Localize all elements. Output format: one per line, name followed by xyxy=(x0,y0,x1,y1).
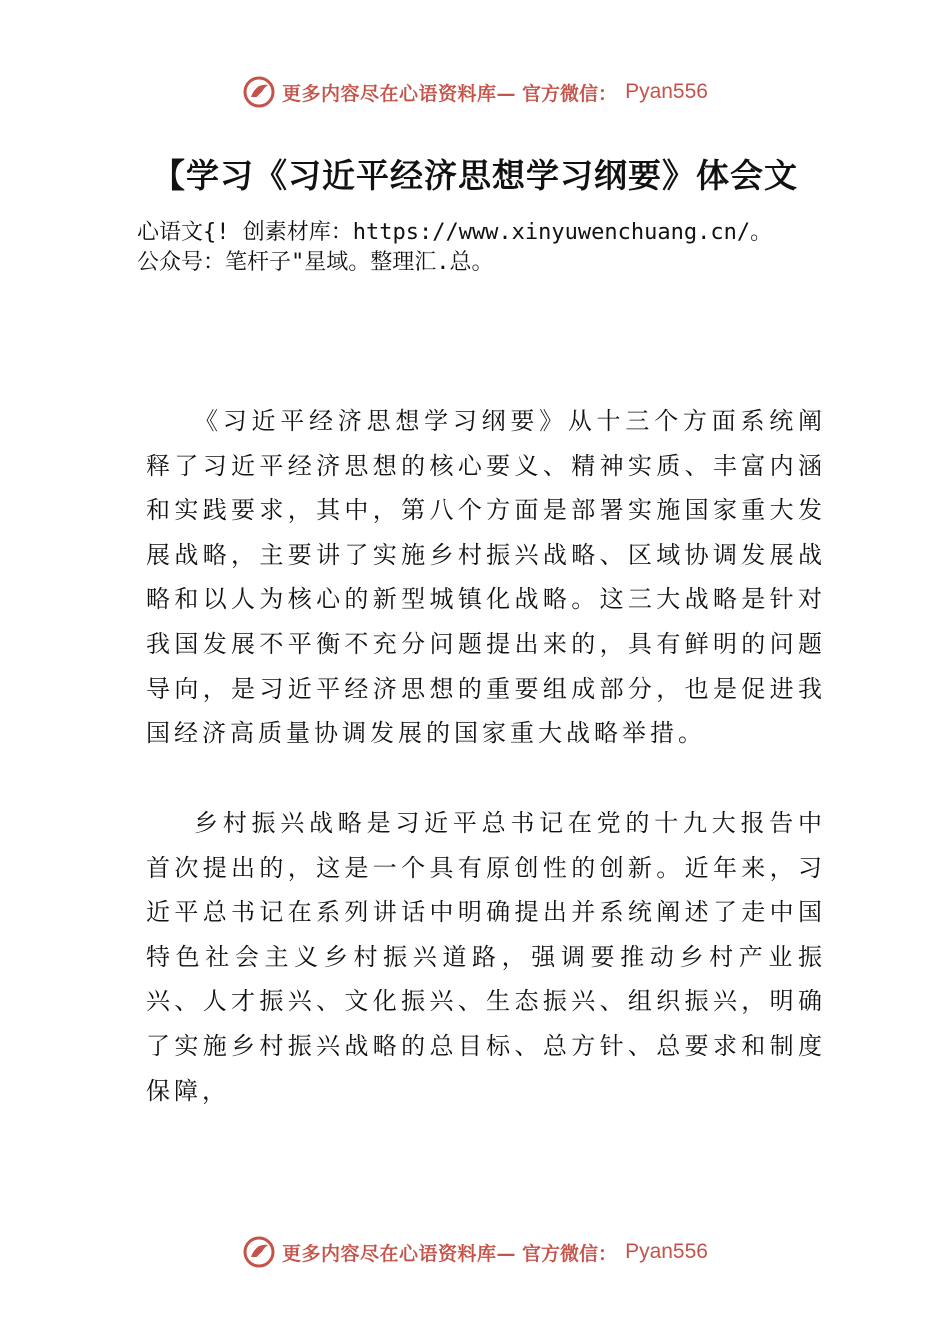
body-paragraph: 《习近平经济思想学习纲要》从十三个方面系统阐释了习近平经济思想的核心要义、精神实质、丰富内涵和实践要求，其中，第八个方面是部署实施国家重大发展战略，主要讲了实施乡村振兴战略、区域协调发展战略和以人为核心的新型城镇化战略。这三大战略是针对我国发展不平衡不充分问题提出来的，具有鲜明的问题导向，是习近平经济思想的重要组成部分，也是促进我国经济高质量协调发展的国家重大战略举措。 xyxy=(146,407,826,748)
meta-account-line: 公众号：笔杆子"星域。整理汇.总。 xyxy=(137,250,494,275)
banner-text: 更多内容尽在心语资料库— xyxy=(282,82,517,105)
meta-source-line: 心语文{! 创素材库：https://www.xinyuwenchuang.cn/。 xyxy=(137,220,773,245)
document-title: 【学习《习近平经济思想学习纲要》体会文 xyxy=(152,156,798,195)
banner-wechat-label: 官方微信： xyxy=(522,1242,618,1265)
footer-banner xyxy=(0,1232,950,1272)
brand-logo-icon xyxy=(242,75,276,109)
banner-wechat-label: 官方微信： xyxy=(522,82,618,105)
header-banner xyxy=(0,72,950,112)
banner-wechat-id: Pyan556 xyxy=(625,1240,708,1263)
document-meta xyxy=(137,218,837,278)
body-paragraph: 乡村振兴战略是习近平总书记在党的十九大报告中首次提出的，这是一个具有原创性的创新。近年来，习近平总书记在系列讲话中明确提出并系统阐述了走中国特色社会主义乡村振兴道路，强调要推动乡村产业振兴、人才振兴、文化振兴、生态振兴、组织振兴，明确了实施乡村振兴战略的总目标、总方针、总要求和制度保障， xyxy=(146,809,826,1105)
banner-wechat-id: Pyan556 xyxy=(625,80,708,103)
brand-logo-icon xyxy=(242,1235,276,1269)
banner-text: 更多内容尽在心语资料库— xyxy=(282,1242,517,1265)
